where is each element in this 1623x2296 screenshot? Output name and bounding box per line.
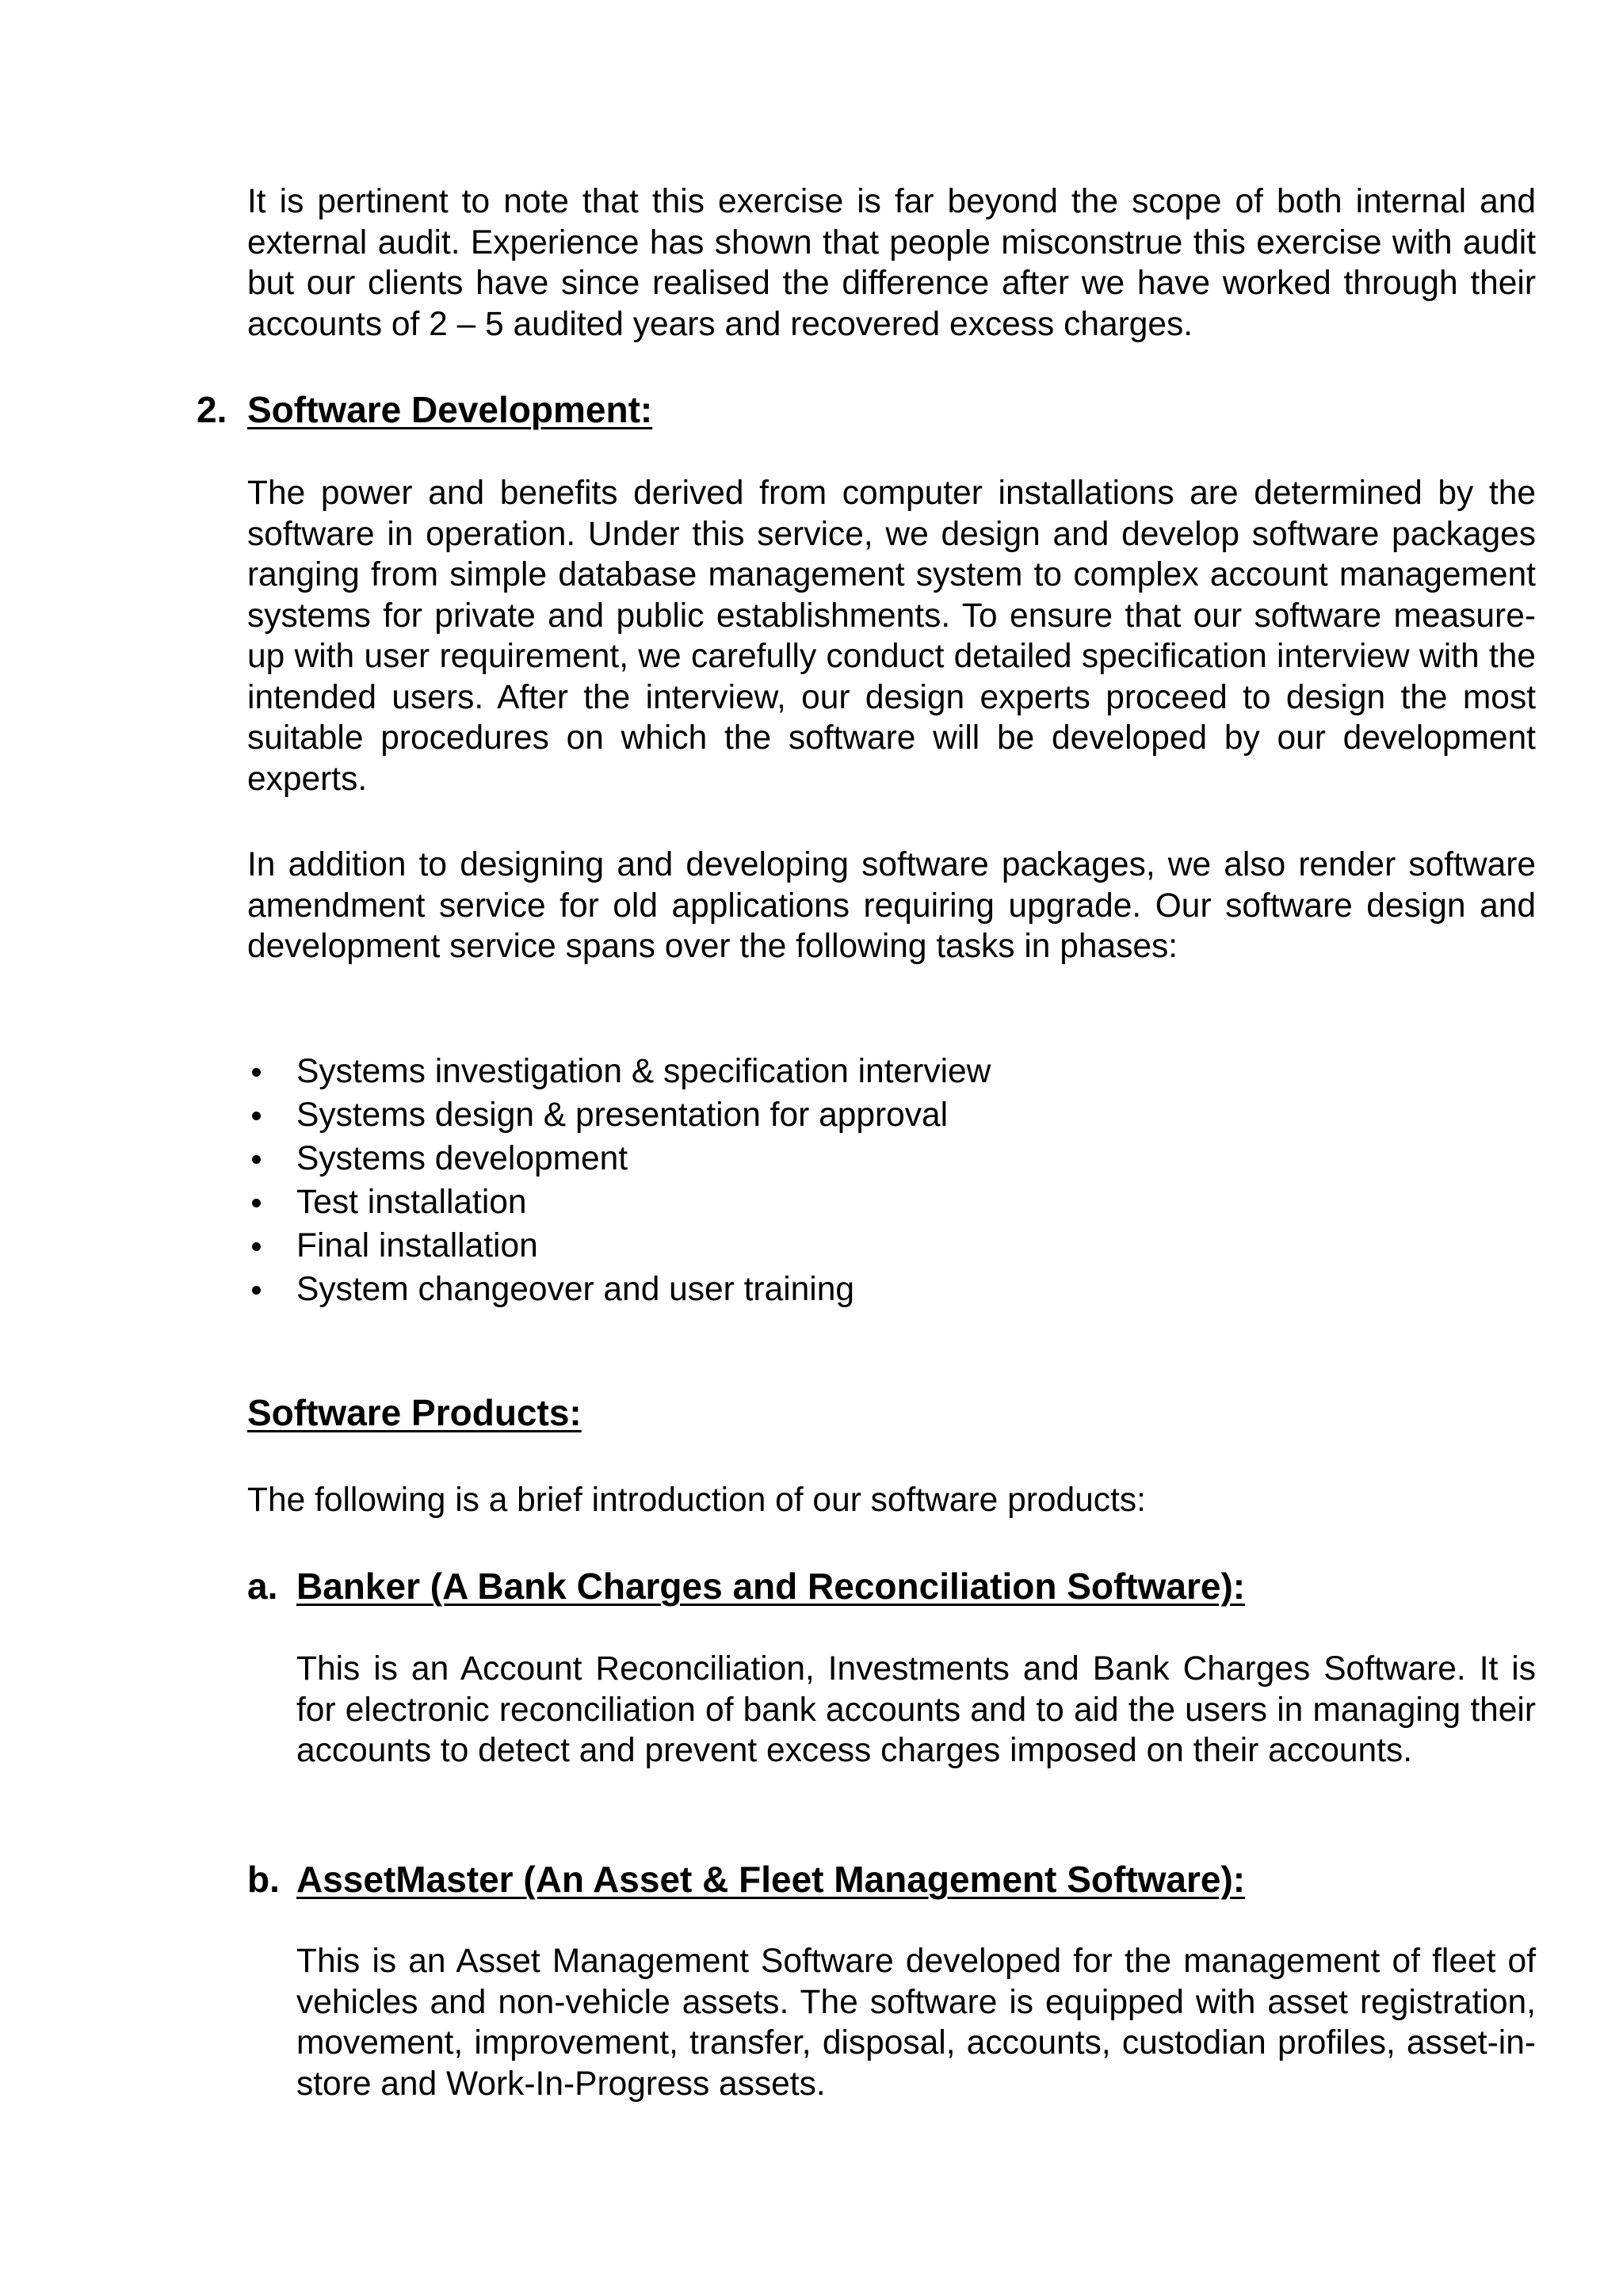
section-number: 2. [197,389,227,430]
list-item [247,1050,1536,1093]
intro-paragraph: It is pertinent to note that this exercise is far beyond the scope of both internal and external audit. Experience has shown that people misconstrue this exercise with audit but our clients have since realised the difference after we have worked through their accounts of 2 – 5 audited years and recovered excess charges. [247,183,1536,343]
product-letter-b: b. [247,1859,280,1900]
task-label: Systems design & presentation for approval [296,1097,949,1134]
product-b-heading-block [296,1857,1536,1901]
software-dev-paragraph-1-block [247,473,1536,799]
product-a-description-block [296,1649,1536,1772]
list-item [247,1093,1536,1137]
task-label: Test installation [296,1184,527,1221]
bullet-icon [252,1286,261,1295]
bullet-icon [252,1242,261,1251]
intro-paragraph-block [247,181,1536,345]
list-item [247,1137,1536,1180]
product-b-heading: AssetMaster (An Asset & Fleet Management Software): [296,1859,1246,1900]
task-label: System changeover and user training [296,1271,855,1308]
product-b-description: This is an Asset Management Software developed for the management of fleet of vehicles and non-vehicle assets. The software is equipped with asset registration, movement, improvement, transfer, disposal, accounts, custodian profiles, asset-in-store and Work-In-Progress assets. [296,1943,1536,2103]
products-heading-block [247,1390,1536,1435]
bullet-icon [252,1199,261,1207]
product-a-heading: Banker (A Bank Charges and Reconciliation Software): [296,1566,1246,1607]
products-heading: Software Products: [247,1392,582,1433]
product-b-description-block [296,1941,1536,2104]
list-item [247,1268,1536,1311]
product-a-description: This is an Account Reconciliation, Investments and Bank Charges Software. It is for electronic reconciliation of bank accounts and to aid the users in managing their accounts to detect and prevent excess charges imposed on their accounts. [296,1650,1536,1769]
product-letter-a: a. [247,1566,278,1607]
product-a-heading-block [296,1564,1536,1608]
section-heading-block [247,387,1536,432]
bullet-icon [252,1112,261,1120]
task-label: Systems investigation & specification interview [296,1053,991,1090]
bullet-icon [252,1068,261,1077]
task-list [247,1050,1536,1311]
software-dev-paragraph-2: In addition to designing and developing software packages, we also render software amendment service for old applications requiring upgrade. Our software design and development service spans over the following tasks in phases: [247,846,1536,965]
task-label: Final installation [296,1227,538,1264]
section-heading: Software Development: [247,389,653,430]
task-list-block [247,1050,1536,1311]
list-item [247,1180,1536,1224]
products-intro-block [247,1480,1536,1521]
list-item [247,1224,1536,1268]
software-dev-paragraph-1: The power and benefits derived from computer installations are determined by the software in operation. Under this service, we design and develop software packages ranging from simple database management system to complex account management systems for private and public establishments. To ensure that our software measure-up with user requirement, we carefully conduct detailed specification interview with the intended users. After the interview, our design experts proceed to design the most suitable procedures on which the software will be developed by our development experts. [247,475,1536,798]
bullet-icon [252,1155,261,1164]
software-dev-paragraph-2-block [247,845,1536,967]
task-label: Systems development [296,1140,628,1177]
products-intro: The following is a brief introduction of our software products: [247,1482,1146,1519]
